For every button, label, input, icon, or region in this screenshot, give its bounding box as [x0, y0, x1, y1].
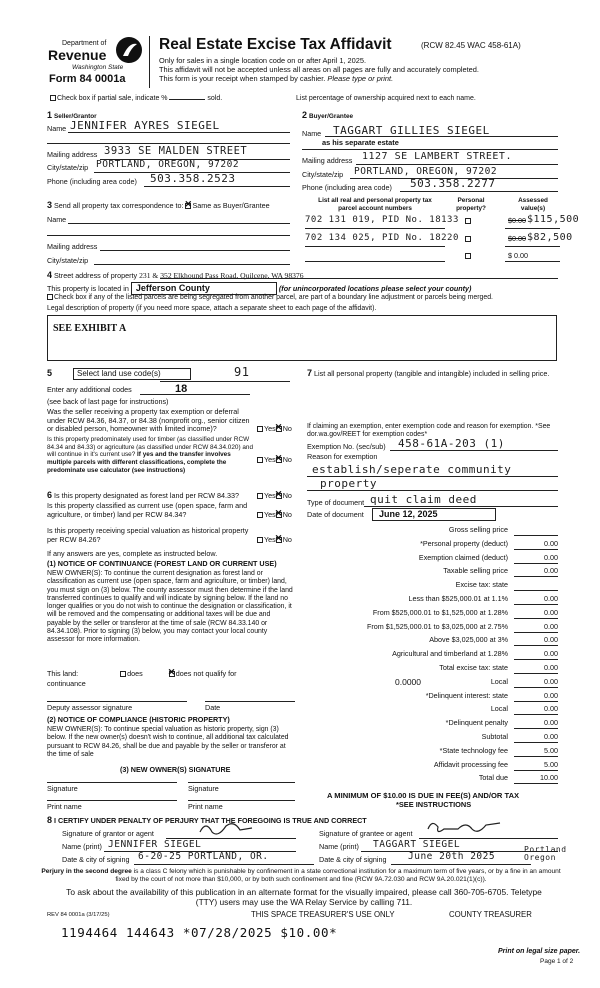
buyer-phone[interactable]: 503.358.2277: [410, 177, 496, 190]
partial-sale-row: Check box if partial sale, indicate % sold.: [50, 95, 222, 103]
seller-heading: 1 Seller/Grantor: [47, 110, 97, 120]
parcel-row: [305, 232, 573, 247]
tax-calc-row: [300, 759, 558, 773]
tax-calc-row: [300, 538, 558, 552]
personal-property-checkbox[interactable]: [465, 218, 471, 224]
corr-name-label: Name: [47, 215, 67, 224]
doc-type[interactable]: quit claim deed: [370, 493, 477, 506]
tax-calc-row: [300, 579, 558, 593]
grantor-date-label: Date & city of signing: [62, 855, 130, 864]
tax-calc-table: [300, 524, 558, 786]
timber-question: Is this property predominately used for timber (as classified under RCW 84.34 and 84.33) or agriculture (as classified under RCW 84.34.020) and will continue in it's current use? If yes and the transfer involves multiple parcels with different classifications, complete the predominate use calculator (see instructions): [47, 436, 254, 474]
tax-calc-row: [300, 552, 558, 566]
tax-calc-row: [300, 662, 558, 676]
tax-calc-value[interactable]: 5.00: [514, 747, 558, 757]
no-checkbox[interactable]: [276, 512, 282, 518]
tax-calc-label: Exemption claimed (deduct): [418, 552, 508, 562]
no-checkbox[interactable]: [276, 493, 282, 499]
header-divider: [149, 36, 150, 88]
tax-calc-value[interactable]: 0.00: [514, 554, 558, 564]
property-address-row: 4 Street address of property 231 & 352 Elkhound Pass Road, Quilcene, WA 98376: [47, 270, 304, 280]
tax-calc-label: Taxable selling price: [443, 566, 508, 576]
section5-row: 5 Select land use code(s) 91: [47, 365, 250, 379]
exemption-yesno: Yes✕ No: [257, 425, 292, 434]
tax-calc-value[interactable]: 0.00: [514, 595, 558, 605]
tax-calc-label: From $1,525,000.01 to $3,025,000 at 2.75%: [366, 621, 508, 631]
tax-calc-value[interactable]: 0.00: [514, 650, 558, 660]
page-number: Page 1 of 2: [540, 958, 574, 965]
seller-phone[interactable]: 503.358.2523: [150, 172, 236, 185]
county-row: This property is located in Jefferson County (for unincorporated locations please select your county): [47, 283, 472, 293]
segregated-row: Check box if any of the listed parcels are being segregated from another parcel, are part of a boundary line adjustment or parcels being merged.: [47, 294, 493, 302]
tax-calc-value[interactable]: 0.00: [514, 567, 558, 577]
owner-print-label: Print name: [47, 802, 82, 811]
owner-signature-label: Signature: [47, 784, 78, 793]
buyer-name[interactable]: TAGGART GILLIES SIEGEL: [333, 124, 490, 137]
seller-phone-label: Phone (including area code): [47, 177, 137, 186]
notice2-title: (2) NOTICE OF COMPLIANCE (HISTORIC PROPERTY): [47, 715, 230, 724]
county-treasurer-label: COUNTY TREASURER: [449, 910, 532, 919]
additional-codes-label: Enter any additional codes: [47, 385, 132, 394]
rev-label: REV 84 0001a (3/17/25): [47, 912, 110, 918]
header-line1: Only for sales in a single location code on or after April 1, 2025.: [159, 56, 367, 65]
notice1-text: NEW OWNER(S): To continue the current designation as forest land or classification as current use (open space, farm and agriculture, or timber) land, you must sign on (3) below. The county assessor must then determine if the land transferred continues to qualify and will indicate by signing below. If the land no longer qualifies or you do not wish to continue the designation or classification, it will be removed and the compensating or additional taxes will be due and payable by the seller or transferor at the time of sale (RCW 84.33.140 or 84.34.108). Prior to signing (3) below, you may contact your local county assessor for more information.: [47, 570, 293, 644]
doc-type-label: Type of document: [307, 498, 365, 507]
tax-calc-value[interactable]: 0.00: [514, 692, 558, 702]
additional-codes[interactable]: 18: [175, 383, 188, 395]
deputy-date-label: Date: [205, 703, 221, 712]
exemption-prompt: If claiming an exemption, enter exemption code and reason for exemption. *See dor.wa.gov/REET for exemption codes*: [307, 423, 551, 439]
grantee-sig-label: Signature of grantee or agent: [319, 829, 413, 838]
rcw-ref: (RCW 82.45 WAC 458-61A): [421, 41, 521, 50]
header-line2: This affidavit will not be accepted unless all areas on all pages are fully and accurately completed.: [159, 65, 479, 74]
accessibility-notice: To ask about the availability of this publication in an alternate format for the visually impaired, please call 360-705-6705. Teletype (TTY) users may use the WA Relay Service by calling 711.: [66, 887, 542, 908]
yes-checkbox[interactable]: [257, 426, 263, 432]
deputy-sig-label: Deputy assessor signature: [47, 703, 133, 712]
tax-calc-row: [300, 648, 558, 662]
grantor-date-city[interactable]: 6-20-25 PORTLAND, OR.: [138, 851, 269, 862]
form-number: Form 84 0001a: [49, 73, 126, 85]
no-checkbox[interactable]: [276, 457, 282, 463]
page-title: Real Estate Excise Tax Affidavit: [159, 36, 392, 53]
yes-checkbox[interactable]: [257, 537, 263, 543]
tax-calc-value[interactable]: 0.00: [514, 636, 558, 646]
cashier-stamp: 1194464 144643 *07/28/2025 $10.00*: [61, 925, 338, 940]
tax-calc-label: Subtotal: [481, 731, 508, 741]
personal-header: Personal property?: [456, 197, 486, 212]
grantee-date-label: Date & city of signing: [319, 855, 387, 864]
legal-paper-note: Print on legal size paper.: [498, 948, 581, 955]
certify-row: 8 I CERTIFY UNDER PENALTY OF PERJURY THAT THE FOREGOING IS TRUE AND CORRECT: [47, 815, 367, 825]
tax-calc-row: [300, 621, 558, 635]
tax-calc-label: Agricultural and timberland at 1.28%: [392, 649, 508, 659]
perjury-notice: Perjury in the second degree is a class C felony which is punishable by confinement in a state correctional institution for a maximum term of five years, or by a fine in an amount fixed by the court of not more than $10,000, or by both such confinement and fine (RCW 9A.72.030 and RCW 9A.20.021(1)(c)).: [41, 868, 561, 883]
buyer-name-label: Name: [302, 129, 322, 138]
tax-calc-label: Less than $525,000.01 at 1.1%: [408, 593, 508, 603]
tax-calc-label: Affidavit processing fee: [433, 759, 508, 769]
parcel-header: List all real and personal property tax parcel account numbers: [318, 197, 432, 212]
treasurer-space-label: THIS SPACE TREASURER'S USE ONLY: [251, 910, 395, 919]
assessed-header: Assessed value(s): [518, 197, 548, 212]
exemption-no-label: Exemption No. (sec/sub): [307, 442, 386, 451]
tax-calc-label: Total due: [478, 773, 508, 783]
revenue-logo-text: Revenue: [48, 47, 107, 63]
tax-calc-value[interactable]: 0.00: [514, 719, 558, 729]
timber-yesno: Yes✕ No: [257, 456, 292, 465]
header-line3: This form is your receipt when stamped by cashier. Please type or print.: [159, 74, 394, 83]
legal-desc-label: Legal description of property (if you need more space, attach a separate sheet to each page of the affidavit).: [47, 305, 377, 312]
current-use-yesno: Yes✕ No: [257, 511, 292, 520]
owner-signature-label-2: Signature: [188, 784, 219, 793]
land-use-value[interactable]: 91: [234, 365, 250, 379]
see-back-note: (see back of last page for instructions): [47, 397, 169, 406]
tax-calc-row: [300, 593, 558, 607]
property-address[interactable]: 231 & 352 Elkhound Pass Road, Quilcene, WA 98376: [139, 271, 304, 280]
tax-calc-label: Local: [490, 676, 508, 686]
doc-date[interactable]: June 12, 2025: [372, 508, 496, 521]
notice1-title: (1) NOTICE OF CONTINUANCE (FOREST LAND OR CURRENT USE): [47, 559, 277, 568]
grantee-date[interactable]: June 20th 2025: [408, 851, 496, 862]
grantee-name[interactable]: TAGGART SIEGEL: [373, 839, 461, 850]
tax-calc-value[interactable]: [514, 526, 558, 536]
exemption-no[interactable]: 458-61A-203 (1): [398, 437, 505, 450]
tax-calc-label: *Personal property (deduct): [420, 538, 508, 548]
exemption-question: Was the seller receiving a property tax exemption or deferral under RCW 84.36, 84.37, or 84.38 (nonprofit org., senior citizen or disabled person, homeowner with limited income)?: [47, 407, 250, 434]
ownership-note: List percentage of ownership acquired next to each name.: [296, 95, 476, 102]
tax-calc-row: [300, 772, 558, 786]
buyer-name-note: as his separate estate: [322, 138, 399, 147]
tax-calc-row: [300, 717, 558, 731]
correspondence-row: 3 Send all property tax correspondence to: ✕ Same as Buyer/Grantee: [47, 200, 270, 211]
forest-yesno: Yes✕ No: [257, 492, 292, 501]
parcel-number[interactable]: 702 134 025, PID No. 18220: [305, 233, 459, 243]
tax-calc-value[interactable]: 0.00: [514, 540, 558, 550]
tax-calc-value[interactable]: 0.00: [514, 664, 558, 674]
assessed-struck: $0.00: [508, 216, 526, 225]
reason-label: Reason for exemption: [307, 452, 378, 461]
tax-calc-value[interactable]: 5.00: [514, 761, 558, 771]
tax-calc-value[interactable]: [514, 581, 558, 591]
historic-question: Is this property receiving special valuation as historical property per RCW 84.26?: [47, 526, 249, 544]
historic-yesno: Yes✕ No: [257, 536, 292, 545]
assessed-struck: $0.00: [508, 234, 526, 243]
seller-name[interactable]: JENNIFER AYRES SIEGEL: [70, 119, 220, 132]
seller-name-label: Name: [47, 124, 67, 133]
tax-calc-value[interactable]: 0.00: [514, 733, 558, 743]
current-use-question: Is this property classified as current use (open space, farm and agriculture, or timber) land per RCW 84.34?: [47, 501, 248, 519]
buyer-heading: 2 Buyer/Grantee: [302, 110, 354, 120]
grantor-name[interactable]: JENNIFER SIEGEL: [108, 839, 202, 850]
does-not-checkbox[interactable]: [169, 671, 175, 677]
forest-question: 6 Is this property designated as forest land per RCW 84.33?: [47, 490, 239, 500]
county-select[interactable]: Jefferson County: [131, 282, 277, 295]
personal-property-checkbox[interactable]: [465, 236, 471, 242]
legal-description-box[interactable]: [47, 315, 557, 361]
dor-logo-icon: [115, 36, 143, 64]
reason-line-2[interactable]: property: [320, 477, 377, 490]
tax-calc-label: *Delinquent interest: state: [425, 690, 508, 700]
if-any-note: If any answers are yes, complete as instructed below.: [47, 549, 218, 558]
tax-calc-row: [300, 745, 558, 759]
seller-city[interactable]: PORTLAND, OREGON, 97202: [96, 159, 240, 170]
tax-calc-row: [300, 703, 558, 717]
tax-calc-label: From $525,000.01 to $1,525,000 at 1.28%: [372, 607, 508, 617]
tax-calc-row: [300, 690, 558, 704]
buyer-city[interactable]: PORTLAND, OREGON, 97202: [354, 166, 498, 177]
notice2-text: NEW OWNER(S): To continue special valuation as historic property, sign (3) below. If the new owner(s) doesn't wish to continue, all additional tax calculated pursuant to RCW 84.26, shall be due and payable by the seller or transferor at the time of sale: [47, 726, 289, 758]
continuance-label: continuance: [47, 679, 86, 688]
tax-calc-value[interactable]: 0.00: [514, 623, 558, 633]
grantee-city[interactable]: Portland Oregon: [524, 845, 567, 862]
no-checkbox[interactable]: [276, 426, 282, 432]
legal-description: SEE EXHIBIT A: [53, 323, 127, 334]
see-instructions: *SEE INSTRUCTIONS: [396, 800, 472, 809]
grantee-name-label: Name (print): [319, 842, 359, 851]
same-as-buyer-checkbox[interactable]: [185, 203, 191, 209]
corr-city-label: City/state/zip: [47, 256, 89, 265]
segregated-checkbox[interactable]: [47, 294, 53, 300]
buyer-mail-label: Mailing address: [302, 156, 353, 165]
state-label: Washington State: [72, 64, 124, 71]
tax-calc-row: [300, 607, 558, 621]
partial-sale-checkbox[interactable]: [50, 95, 56, 101]
yes-checkbox[interactable]: [257, 457, 263, 463]
reason-line-1[interactable]: establish/seperate community: [312, 463, 512, 476]
tax-calc-value[interactable]: 10.00: [514, 774, 558, 784]
tax-calc-label: Total excise tax: state: [439, 662, 508, 672]
assessed-value[interactable]: $82,500: [527, 232, 573, 243]
yes-checkbox[interactable]: [257, 512, 263, 518]
tax-calc-label: *State technology fee: [439, 745, 508, 755]
parcel-row: [305, 214, 580, 229]
notice3-title: (3) NEW OWNER(S) SIGNATURE: [120, 765, 231, 774]
corr-mail-label: Mailing address: [47, 242, 98, 251]
assessed-value[interactable]: $ 0.00: [508, 251, 528, 260]
tax-calc-row: [300, 565, 558, 579]
tax-calc-label: *Delinquent penalty: [445, 718, 508, 728]
personal-property-checkbox[interactable]: [465, 253, 471, 259]
minimum-due: A MINIMUM OF $10.00 IS DUE IN FEE(S) AND/OR TAX: [327, 791, 520, 800]
tax-calc-row: [300, 524, 558, 538]
tax-calc-value[interactable]: 0.00: [514, 705, 558, 715]
tax-calc-label: Above $3,025,000 at 3%: [429, 635, 508, 645]
buyer-city-label: City/state/zip: [302, 170, 344, 179]
local-rate: 0.0000: [395, 676, 421, 687]
buyer-mail[interactable]: 1127 SE LAMBERT STREET.: [362, 151, 512, 162]
tax-calc-label: Gross selling price: [448, 525, 508, 534]
seller-mail-label: Mailing address: [47, 150, 98, 159]
owner-print-label-2: Print name: [188, 802, 223, 811]
parcel-number[interactable]: 702 131 019, PID No. 18133: [305, 215, 459, 225]
assessed-value[interactable]: $115,500: [527, 214, 580, 225]
tax-calc-label: Local: [490, 704, 508, 714]
tax-calc-value[interactable]: 0.00: [514, 678, 558, 688]
doc-date-label: Date of document: [307, 510, 364, 519]
grantor-sig-label: Signature of grantor or agent: [62, 829, 154, 838]
dept-label: Department of: [62, 40, 107, 47]
tax-calc-label: Excise tax: state: [455, 580, 508, 590]
tax-calc-row: [300, 731, 558, 745]
this-land-row: This land: does ✕ does not qualify for: [47, 670, 237, 679]
seller-mail[interactable]: 3933 SE MALDEN STREET: [104, 145, 248, 157]
grantor-name-label: Name (print): [62, 842, 102, 851]
seller-city-label: City/state/zip: [47, 163, 89, 172]
land-use-select[interactable]: Select land use code(s): [73, 368, 191, 380]
no-checkbox[interactable]: [276, 537, 282, 543]
does-checkbox[interactable]: [120, 671, 126, 677]
personal-property-prompt: 7 List all personal property (tangible and intangible) included in selling price.: [307, 368, 550, 378]
buyer-phone-label: Phone (including area code): [302, 183, 392, 192]
tax-calc-row: [300, 676, 558, 690]
yes-checkbox[interactable]: [257, 493, 263, 499]
tax-calc-value[interactable]: 0.00: [514, 609, 558, 619]
tax-calc-row: [300, 634, 558, 648]
